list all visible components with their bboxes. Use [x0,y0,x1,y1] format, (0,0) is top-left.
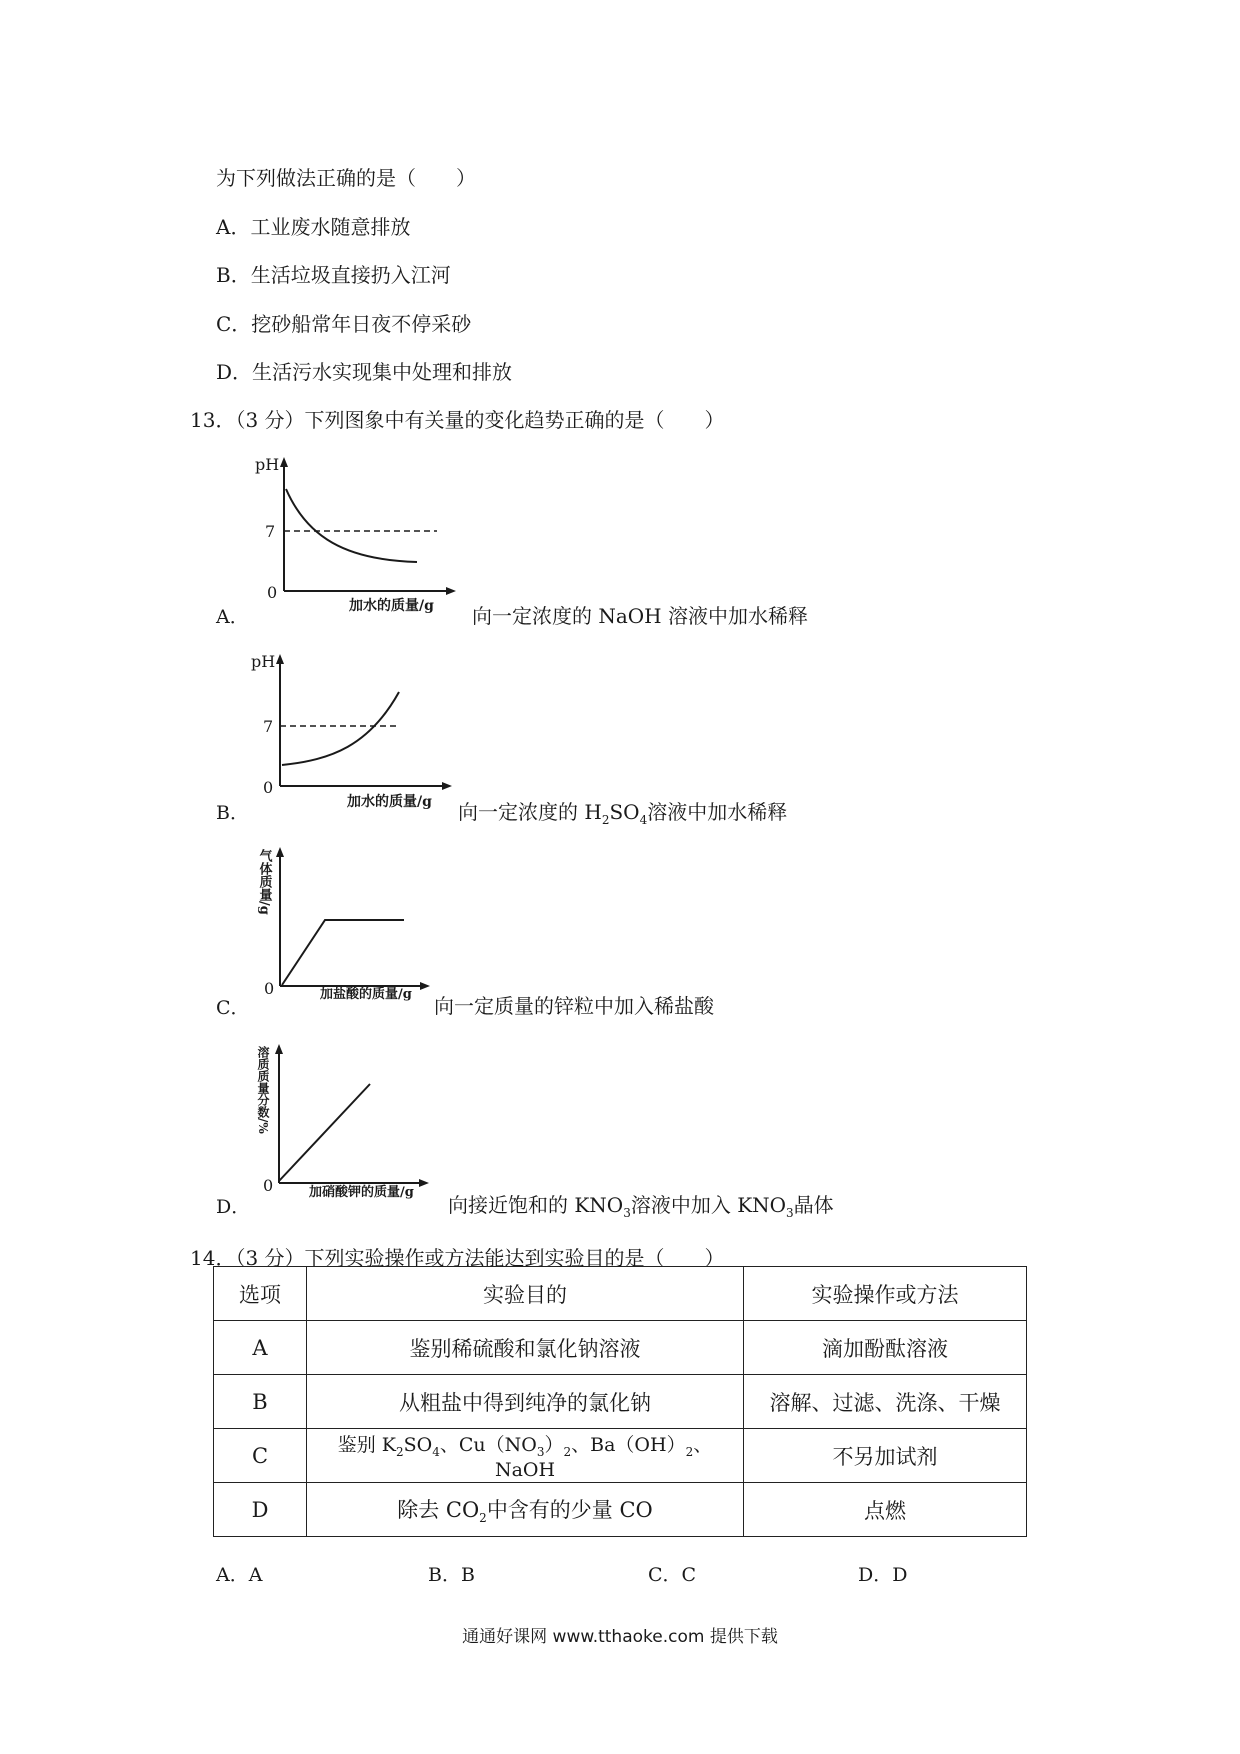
q14-stem: 14．（3 分）下列实验操作或方法能达到实验目的是（ ） [190,1246,725,1270]
data-curve [282,692,399,765]
origin-label: 0 [263,1176,274,1195]
x-axis-label: 加硝酸钾的质量/g [309,1185,414,1200]
q13-option-a-label: A． [216,606,249,628]
table-row [214,1483,1027,1537]
q13-stem: 13．（3 分）下列图象中有关量的变化趋势正确的是（ ） [190,408,725,432]
q13-graph-a [255,455,475,615]
q13-option-b-caption: 向一定浓度的 $H_2SO_4$溶液中加水稀释 [458,800,788,827]
x-axis-arrow [446,587,456,595]
origin-label: 0 [264,979,275,998]
x-axis-arrow [420,982,430,990]
table-row [214,1321,1027,1375]
q13-graph-d [253,1042,473,1202]
page-footer: 通通好课网 www.tthaoke.com 提供下载 [462,1627,778,1647]
row-option: B [214,1375,307,1429]
q13-option-d-label: D． [216,1196,251,1218]
q14-answer-a: A．A [216,1564,263,1586]
q12-option-b: B．生活垃圾直接扔入江河 [216,263,451,287]
q13-option-b-label: B． [216,802,249,824]
origin-label: 0 [267,583,278,602]
origin-label: 0 [263,778,274,797]
row-option: C [214,1429,307,1483]
q13-graph-b [251,652,471,812]
x-axis-arrow [442,782,452,790]
x-axis-arrow [419,1179,429,1187]
y-axis-label: pH [251,652,276,671]
y-axis-label: 溶质质量分数/% [256,1046,270,1134]
data-line [279,1084,370,1181]
q12-option-a: A．工业废水随意排放 [216,215,411,239]
row-purpose: 从粗盐中得到纯净的氯化钠 [307,1375,744,1429]
table-row [214,1375,1027,1429]
x-axis-label: 加水的质量/g [349,598,434,614]
y-axis-arrow [276,847,284,857]
q13-option-c-caption: 向一定质量的锌粒中加入稀盐酸 [434,994,714,1018]
y-axis-arrow [280,457,288,467]
q13-option-c-label: C． [216,997,250,1019]
y-axis-arrow [275,1044,283,1054]
y-axis-label: pH [255,455,280,474]
tick-7: 7 [265,522,276,541]
q14-answer-b: B．B [428,1564,475,1586]
row-method: 不另加试剂 [744,1429,1027,1483]
q12-option-c: C．挖砂船常年日夜不停采砂 [216,312,472,336]
row-purpose: 鉴别稀硫酸和氯化钠溶液 [307,1321,744,1375]
tick-7: 7 [263,717,274,736]
data-line [282,920,404,985]
q13-option-a-caption: 向一定浓度的 NaOH 溶液中加水稀释 [472,604,808,628]
q14-answer-d: D．D [858,1564,908,1586]
q14-answer-c: C．C [648,1564,697,1586]
q13-option-d-caption: 向接近饱和的 $KNO_3$溶液中加入 $KNO_3$晶体 [448,1193,834,1220]
q12-option-d: D．生活污水实现集中处理和排放 [216,360,513,384]
row-purpose: 鉴别 $K_2SO_4$、$Cu(NO_3)_2$、$Ba(OH)_2$、NaOH [307,1429,744,1483]
q12-stem-tail: 为下列做法正确的是（ ） [216,166,476,190]
row-option: D [214,1483,307,1537]
y-axis-arrow [276,654,284,664]
header-option: 选项 [214,1267,307,1321]
table-row [214,1429,1027,1483]
q13-graph-c [254,845,474,1005]
experiment-table [213,1266,1027,1537]
data-curve [286,489,417,562]
row-purpose: 除去 $CO_2$中含有的少量 CO [307,1483,744,1537]
x-axis-label: 加水的质量/g [347,794,432,810]
header-purpose: 实验目的 [307,1267,744,1321]
row-option: A [214,1321,307,1375]
header-method: 实验操作或方法 [744,1267,1027,1321]
y-axis-label: 气体质量/g [256,849,272,915]
row-method: 滴加酚酞溶液 [744,1321,1027,1375]
x-axis-label: 加盐酸的质量/g [320,987,412,1002]
table-header-row [214,1267,1027,1321]
row-method: 溶解、过滤、洗涤、干燥 [744,1375,1027,1429]
row-method: 点燃 [744,1483,1027,1537]
